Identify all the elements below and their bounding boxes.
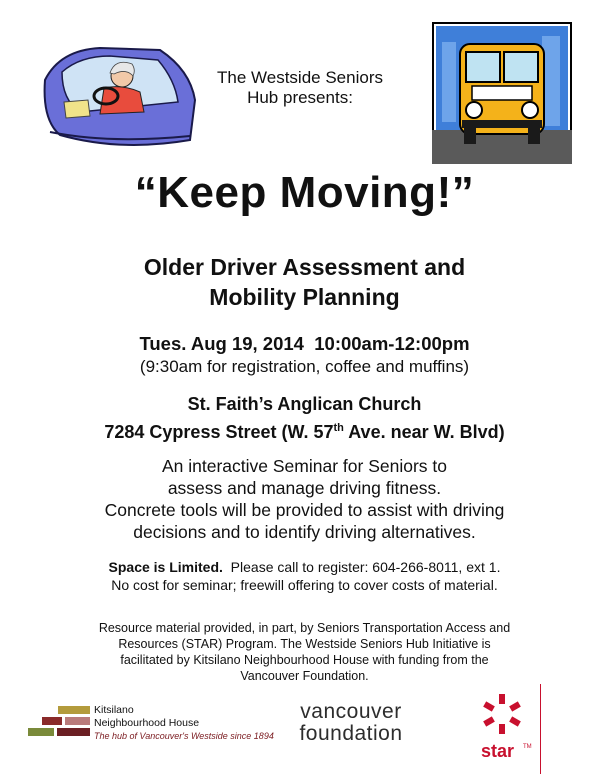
- resource-line-1: Resource material provided, in part, by Seniors Transportation Access and: [98, 621, 511, 635]
- vancouver-logo-line-2: foundation: [299, 722, 403, 745]
- kitsilano-name-line-1: Kitsilano: [94, 704, 134, 716]
- presenter-line-1: The Westside Seniors: [217, 68, 383, 87]
- vancouver-logo-line-1: vancouver: [300, 700, 402, 723]
- star-logo-icon: [478, 690, 526, 738]
- car-driver-illustration: [40, 40, 200, 155]
- kitsilano-name-line-2: Neighbourhood House: [94, 717, 200, 729]
- subtitle-line-1: Older Driver Assessment and: [143, 254, 466, 280]
- description-line-2: assess and manage driving fitness.: [167, 478, 442, 498]
- venue: [0, 392, 609, 444]
- address-part-1: 7284 Cypress Street (W. 57: [104, 422, 334, 442]
- description-line-3: Concrete tools will be provided to assist with driving: [104, 500, 505, 520]
- resource-line-3: facilitated by Kitsilano Neighbourhood House with funding from the: [120, 653, 489, 667]
- presenter-line-2: Hub presents:: [247, 88, 353, 107]
- event-subtitle: [0, 252, 609, 312]
- kitsilano-logo-text: [94, 704, 274, 743]
- registration-line-1: [0, 558, 609, 576]
- page-title: “Keep Moving!”: [134, 168, 475, 217]
- kitsilano-logo-icon: [28, 706, 90, 740]
- space-limited-text: Space is Limited.: [108, 559, 223, 575]
- venue-name: St. Faith’s Anglican Church: [187, 394, 422, 414]
- registration-info: [0, 558, 609, 594]
- vancouver-foundation-logo: [266, 701, 436, 745]
- school-bus-illustration: [432, 22, 572, 164]
- kitsilano-tagline: The hub of Vancouver's Westside since 1894: [94, 731, 274, 741]
- address-superscript: th: [333, 422, 344, 434]
- description-line-4: decisions and to identify driving alternatives.: [133, 522, 476, 542]
- seminar-description: [0, 455, 609, 543]
- star-logo-text: star: [481, 741, 515, 761]
- resource-line-2: Resources (STAR) Program. The Westside Seniors Hub Initiative is: [118, 637, 491, 651]
- description-line-1: An interactive Seminar for Seniors to: [162, 456, 447, 476]
- resource-credits: [50, 620, 559, 684]
- registration-line-2: No cost for seminar; freewill offering to cover costs of material.: [111, 577, 498, 593]
- resource-line-4: Vancouver Foundation.: [240, 669, 369, 683]
- call-to-register-text: Please call to register: 604-266-8011, ext 1.: [222, 559, 501, 575]
- subtitle-line-2: Mobility Planning: [209, 284, 400, 310]
- presenter-text: [190, 68, 410, 108]
- address-part-2: Ave. near W. Blvd): [343, 422, 505, 442]
- star-trademark: TM: [523, 744, 532, 750]
- registration-note: (9:30am for registration, coffee and muffins): [139, 357, 470, 376]
- star-logo-divider: [540, 684, 541, 774]
- event-datetime: Tues. Aug 19, 2014 10:00am-12:00pm: [139, 333, 470, 354]
- venue-address: [0, 416, 609, 444]
